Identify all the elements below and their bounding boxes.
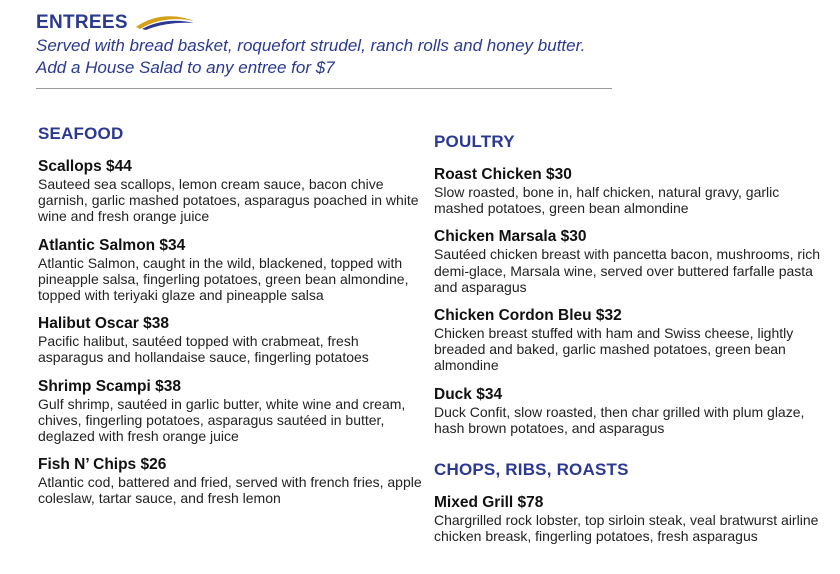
item-name: Atlantic Salmon $34	[38, 236, 186, 254]
item-name: Scallops $44	[38, 158, 132, 175]
right-column	[434, 132, 829, 556]
item-description: Atlantic Salmon, caught in the wild, blackened, topped with pineapple salsa, fingerling potatoes, green bean almondine, topped with teriyaki glaze and pineapple salsa	[38, 254, 409, 304]
item-name: Shrimp Scampi $38	[38, 377, 182, 395]
menu-item	[434, 307, 829, 374]
item-description: Gulf shrimp, sautéed in garlic butter, white wine and cream, chives, fingerling potatoes, asparagus sautéed in butter, deglazed with fresh orange juice	[38, 395, 406, 445]
item-name: Mixed Grill $78	[434, 494, 544, 512]
item-description: Slow roasted, bone in, half chicken, natural gravy, garlic mashed potatoes, green bean almondine	[434, 184, 780, 217]
menu-item	[38, 378, 423, 445]
menu-item	[38, 237, 423, 304]
item-description: Sauteed sea scallops, lemon cream sauce, bacon chive garnish, garlic mashed potatoes, asparagus poached in white wine and fresh orange juice	[38, 176, 419, 225]
intro-line-1: Served with bread basket, roquefort strudel, ranch rolls and honey butter.	[36, 36, 586, 55]
menu-item	[434, 494, 829, 544]
entrees-header	[36, 12, 616, 78]
left-column	[38, 124, 423, 519]
menu-item	[434, 228, 829, 295]
section-title-chops: CHOPS, RIBS, ROASTS	[434, 460, 629, 480]
item-name: Fish N’ Chips $26	[38, 456, 167, 474]
item-name: Halibut Oscar $38	[38, 315, 169, 333]
item-description: Pacific halibut, sautéed topped with crabmeat, fresh asparagus and hollandaise sauce, fingerling potatoes	[38, 333, 369, 366]
divider	[36, 88, 612, 89]
item-name: Duck $34	[434, 385, 503, 403]
menu-item	[434, 166, 829, 216]
section-title-seafood: SEAFOOD	[38, 124, 124, 143]
menu-item	[38, 158, 423, 225]
intro-line-2: Add a House Salad to any entree for $7	[36, 58, 335, 77]
item-name: Roast Chicken $30	[434, 166, 572, 183]
item-description: Atlantic cod, battered and fried, served with french fries, apple coleslaw, tartar sauce, and fresh lemon	[38, 474, 422, 507]
menu-item	[38, 456, 423, 506]
item-name: Chicken Cordon Bleu $32	[434, 307, 622, 325]
item-description: Chargrilled rock lobster, top sirloin steak, veal bratwurst airline chicken breask, fingerling potatoes, fresh asparagus	[434, 512, 819, 545]
item-description: Chicken breast stuffed with ham and Swiss cheese, lightly breaded and baked, garlic mashed potatoes, green bean almondine	[434, 325, 794, 374]
item-description: Sautéed chicken breast with pancetta bacon, mushrooms, rich demi-glace, Marsala wine, served over buttered farfalle pasta and asparagus	[434, 246, 820, 295]
section-title-poultry: POULTRY	[434, 132, 515, 151]
page-title: ENTREES	[36, 12, 128, 33]
menu-item	[38, 315, 423, 365]
swoosh-logo-icon	[134, 11, 196, 31]
item-name: Chicken Marsala $30	[434, 228, 587, 246]
menu-item	[434, 386, 829, 436]
item-description: Duck Confit, slow roasted, then char grilled with plum glaze, hash brown potatoes, and asparagus	[434, 403, 805, 436]
